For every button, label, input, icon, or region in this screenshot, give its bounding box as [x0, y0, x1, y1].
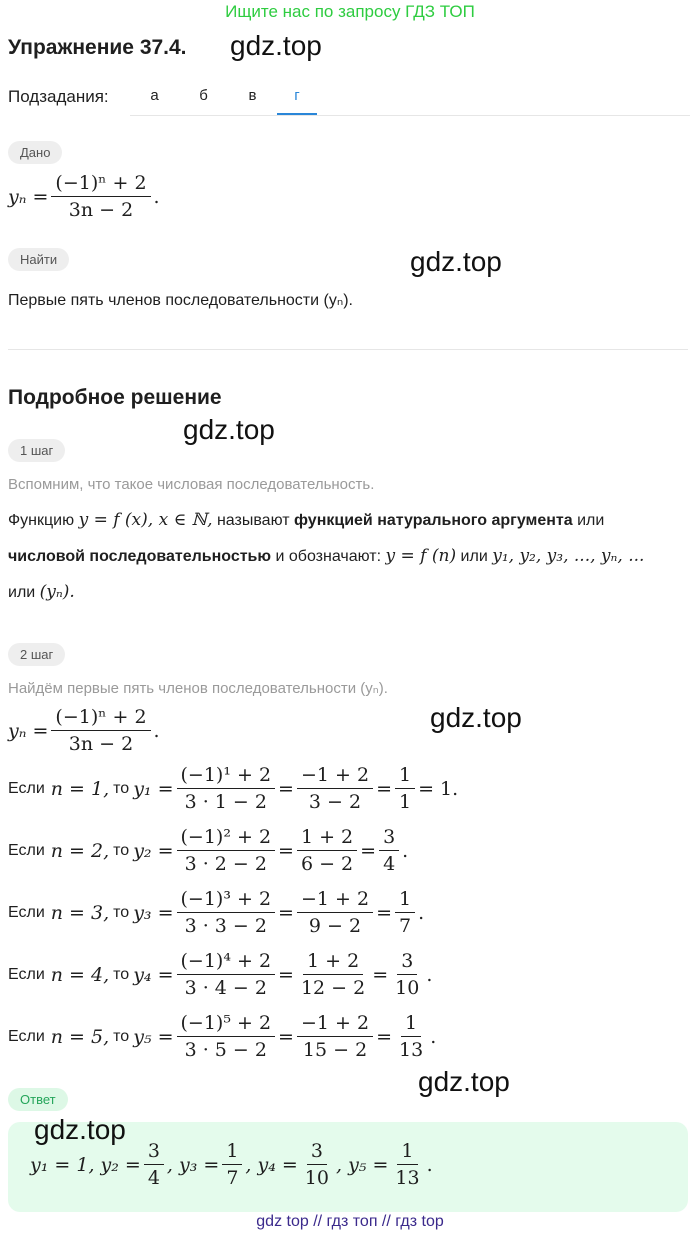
- divider: [8, 349, 688, 350]
- row-num3: 3: [397, 950, 417, 975]
- answer-part: , y₃ =: [166, 1153, 220, 1176]
- answer-num: 3: [307, 1140, 327, 1165]
- step1-text: называют: [216, 512, 290, 529]
- step1-line2: [8, 546, 698, 566]
- row-frac1: [177, 826, 276, 875]
- answer-num: 1: [222, 1140, 242, 1165]
- row-num1: (−1)⁴ + 2: [177, 950, 276, 975]
- formula-lhs: yₙ =: [8, 719, 49, 742]
- computation-row: [8, 888, 424, 937]
- formula-den: 3n − 2: [68, 733, 134, 755]
- row-frac3: [379, 826, 399, 875]
- row-frac3: [391, 950, 423, 999]
- row-eq: =: [360, 839, 377, 862]
- row-den3: 10: [395, 977, 420, 999]
- row-den2: 12 − 2: [300, 977, 366, 999]
- answer-part: .: [426, 1153, 433, 1176]
- row-tail: .: [402, 839, 409, 862]
- row-den2: 15 − 2: [302, 1039, 368, 1061]
- subtasks-label: Подзадания:: [8, 87, 109, 106]
- row-num1: (−1)¹ + 2: [177, 764, 276, 789]
- row-prefix: Если: [8, 903, 45, 921]
- row-frac1: [177, 888, 276, 937]
- row-prefix: Если: [8, 779, 45, 797]
- row-tail: .: [426, 963, 433, 986]
- row-tail: .: [418, 901, 425, 924]
- row-eq: =: [376, 1025, 392, 1048]
- row-den2: 6 − 2: [300, 853, 354, 875]
- row-frac3: [395, 764, 415, 813]
- given-badge: Дано: [8, 141, 62, 164]
- row-prefix: Если: [8, 965, 45, 983]
- step1-text: Функцию: [8, 512, 75, 529]
- watermark: gdz.top: [430, 702, 522, 733]
- row-num3: 1: [395, 888, 415, 913]
- step1-math: y₁, y₂, y₃, ..., yₙ, ...: [492, 546, 645, 566]
- row-frac3: [395, 1012, 427, 1061]
- row-den1: 3 · 3 − 2: [184, 915, 267, 937]
- row-to: то: [113, 779, 130, 797]
- row-frac1: [177, 764, 276, 813]
- answer-den: 4: [147, 1167, 160, 1189]
- row-num3: 3: [379, 826, 399, 851]
- row-den2: 9 − 2: [308, 915, 362, 937]
- subtask-tabs: [130, 80, 690, 116]
- row-cond: n = 4,: [50, 963, 110, 986]
- find-text: Первые пять членов последовательности (yₙ).: [8, 292, 353, 309]
- row-cond: n = 2,: [50, 839, 110, 862]
- row-eq: =: [376, 901, 392, 924]
- row-eq: =: [278, 839, 294, 862]
- computation-row: [8, 764, 458, 813]
- row-tail: = 1.: [418, 777, 459, 800]
- step1-line3: [8, 582, 75, 602]
- row-den1: 3 · 1 − 2: [184, 791, 267, 813]
- top-banner: Ищите нас по запросу ГДЗ ТОП: [225, 2, 475, 21]
- row-y: y₁ =: [133, 777, 174, 800]
- answer-num: 1: [397, 1140, 417, 1165]
- step1-badge: 1 шаг: [8, 439, 65, 462]
- row-den1: 3 · 2 − 2: [184, 853, 267, 875]
- step1-text: или: [460, 548, 488, 565]
- row-y: y₂ =: [133, 839, 174, 862]
- step2-hint: Найдём первые пять членов последовательности (yₙ).: [8, 680, 388, 697]
- row-frac2: [297, 764, 373, 813]
- row-num3: 1: [401, 1012, 421, 1037]
- row-eq: =: [278, 963, 294, 986]
- row-num2: −1 + 2: [297, 1012, 373, 1037]
- step1-math: (yₙ).: [39, 582, 75, 602]
- step1-hint: Вспомним, что такое числовая последовательность.: [8, 476, 375, 493]
- step1-text: или: [8, 584, 36, 601]
- row-den3: 1: [399, 791, 412, 813]
- step1-bold: функцией натурального аргумента: [294, 512, 573, 529]
- given-fraction: [51, 172, 150, 221]
- row-den3: 4: [383, 853, 396, 875]
- row-num1: (−1)⁵ + 2: [177, 1012, 276, 1037]
- step1-text: и обозначают:: [275, 548, 382, 565]
- watermark: gdz.top: [410, 246, 502, 277]
- row-to: то: [113, 841, 130, 859]
- exercise-title: Упражнение 37.4.: [8, 36, 187, 59]
- answer-num: 3: [144, 1140, 164, 1165]
- formula-tail: .: [153, 719, 160, 742]
- watermark: gdz.top: [418, 1066, 510, 1097]
- row-cond: n = 1,: [50, 777, 110, 800]
- formula-num: (−1)ⁿ + 2: [51, 706, 150, 731]
- row-eq: =: [278, 1025, 294, 1048]
- computation-row: [8, 950, 432, 999]
- row-to: то: [113, 903, 130, 921]
- row-y: y₃ =: [133, 901, 174, 924]
- step1-bold: числовой последовательностью: [8, 548, 272, 565]
- row-frac3: [395, 888, 415, 937]
- row-den2: 3 − 2: [308, 791, 362, 813]
- row-eq: =: [372, 963, 389, 986]
- tab-g[interactable]: г: [277, 80, 317, 115]
- step1-text: или: [577, 512, 605, 529]
- row-to: то: [113, 1027, 130, 1045]
- row-num1: (−1)² + 2: [177, 826, 276, 851]
- row-frac2: [297, 950, 369, 999]
- row-prefix: Если: [8, 841, 45, 859]
- row-den1: 3 · 4 − 2: [184, 977, 267, 999]
- step2-badge: 2 шаг: [8, 643, 65, 666]
- row-cond: n = 3,: [50, 901, 110, 924]
- row-cond: n = 5,: [50, 1025, 110, 1048]
- answer-den: 7: [226, 1167, 239, 1189]
- computation-row: [8, 1012, 436, 1061]
- row-eq: =: [376, 777, 392, 800]
- row-frac2: [297, 888, 373, 937]
- row-num2: 1 + 2: [303, 950, 363, 975]
- answer-part: , y₅ =: [335, 1153, 389, 1176]
- row-den3: 7: [399, 915, 412, 937]
- row-frac2: [297, 826, 357, 875]
- row-tail: .: [430, 1025, 437, 1048]
- row-eq: =: [278, 777, 294, 800]
- row-frac1: [177, 1012, 276, 1061]
- footer-links[interactable]: gdz top // гдз топ // гдз top: [256, 1213, 444, 1230]
- given-num: (−1)ⁿ + 2: [51, 172, 150, 197]
- step1-math: y = f (n): [385, 546, 457, 566]
- answer-part: y₁ = 1, y₂ =: [30, 1153, 141, 1176]
- watermark: gdz.top: [34, 1114, 126, 1145]
- row-num2: −1 + 2: [297, 888, 373, 913]
- given-tail: .: [153, 185, 160, 208]
- row-num1: (−1)³ + 2: [177, 888, 276, 913]
- row-num2: 1 + 2: [297, 826, 357, 851]
- given-formula: [8, 172, 160, 221]
- step2-formula: [8, 706, 160, 755]
- row-y: y₄ =: [133, 963, 174, 986]
- answer-den: 10: [304, 1167, 329, 1189]
- step1-line1: [8, 510, 698, 530]
- row-num2: −1 + 2: [297, 764, 373, 789]
- row-y: y₅ =: [133, 1025, 174, 1048]
- row-num3: 1: [395, 764, 415, 789]
- watermark: gdz.top: [183, 414, 275, 445]
- row-eq: =: [278, 901, 294, 924]
- formula-fraction: [51, 706, 150, 755]
- tab-v[interactable]: в: [248, 87, 257, 104]
- row-frac1: [177, 950, 276, 999]
- tab-b[interactable]: б: [199, 87, 208, 104]
- tab-a[interactable]: а: [150, 87, 159, 104]
- answer-den: 13: [395, 1167, 420, 1189]
- row-den3: 13: [399, 1039, 424, 1061]
- answer-badge: Ответ: [8, 1088, 68, 1111]
- given-lhs: yₙ =: [8, 185, 49, 208]
- computation-row: [8, 826, 408, 875]
- row-den1: 3 · 5 − 2: [184, 1039, 267, 1061]
- given-den: 3n − 2: [68, 199, 134, 221]
- answer-formula: [30, 1140, 433, 1189]
- row-prefix: Если: [8, 1027, 45, 1045]
- step1-math: y = f (x), x ∈ ℕ,: [78, 510, 213, 530]
- find-badge: Найти: [8, 248, 69, 271]
- row-to: то: [113, 965, 130, 983]
- watermark: gdz.top: [230, 30, 322, 61]
- solution-title: Подробное решение: [8, 386, 222, 409]
- answer-part: , y₄ =: [245, 1153, 298, 1176]
- row-frac2: [297, 1012, 373, 1061]
